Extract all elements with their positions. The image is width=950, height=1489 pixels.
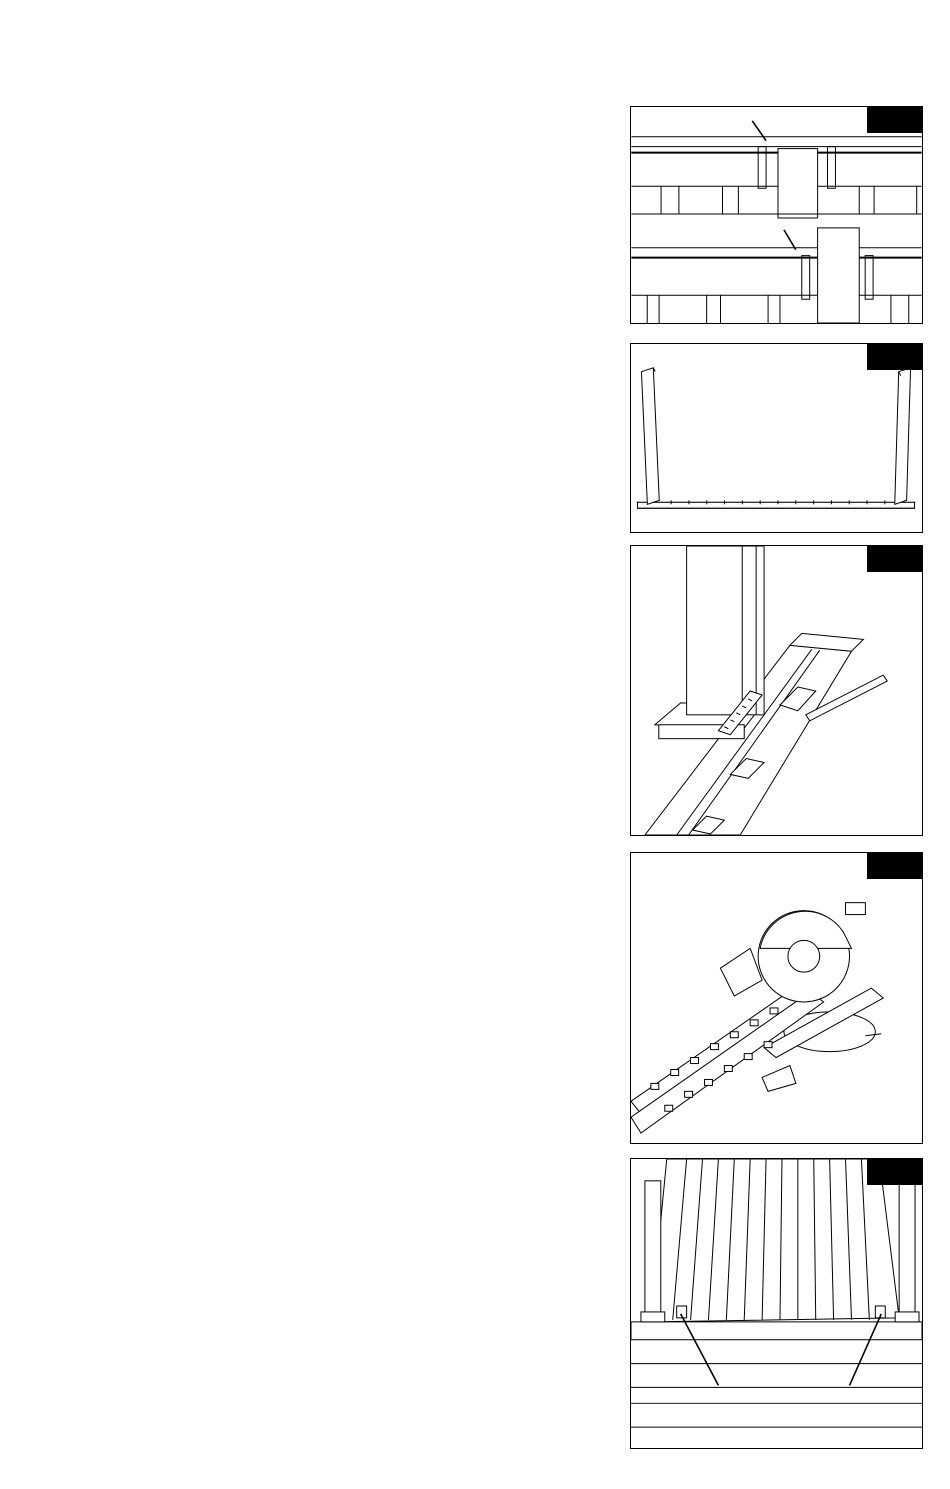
balusters-illustration	[631, 1159, 922, 1448]
illustration-panel-posts-rail	[630, 343, 923, 533]
step-badge	[867, 546, 922, 572]
measure-rail-illustration	[631, 546, 922, 835]
posts-rail-illustration	[631, 344, 922, 532]
step-badge	[867, 107, 922, 133]
rail-bracket-illustration	[631, 107, 922, 323]
illustration-panel-miter-saw	[630, 852, 923, 1144]
illustration-panel-measure-rail	[630, 545, 923, 836]
illustration-panel-balusters	[630, 1158, 923, 1449]
step-badge	[867, 853, 922, 879]
miter-saw-illustration	[631, 853, 922, 1143]
step-badge	[867, 1159, 922, 1185]
illustration-panel-rail-bracket	[630, 106, 923, 324]
step-badge	[867, 344, 922, 370]
